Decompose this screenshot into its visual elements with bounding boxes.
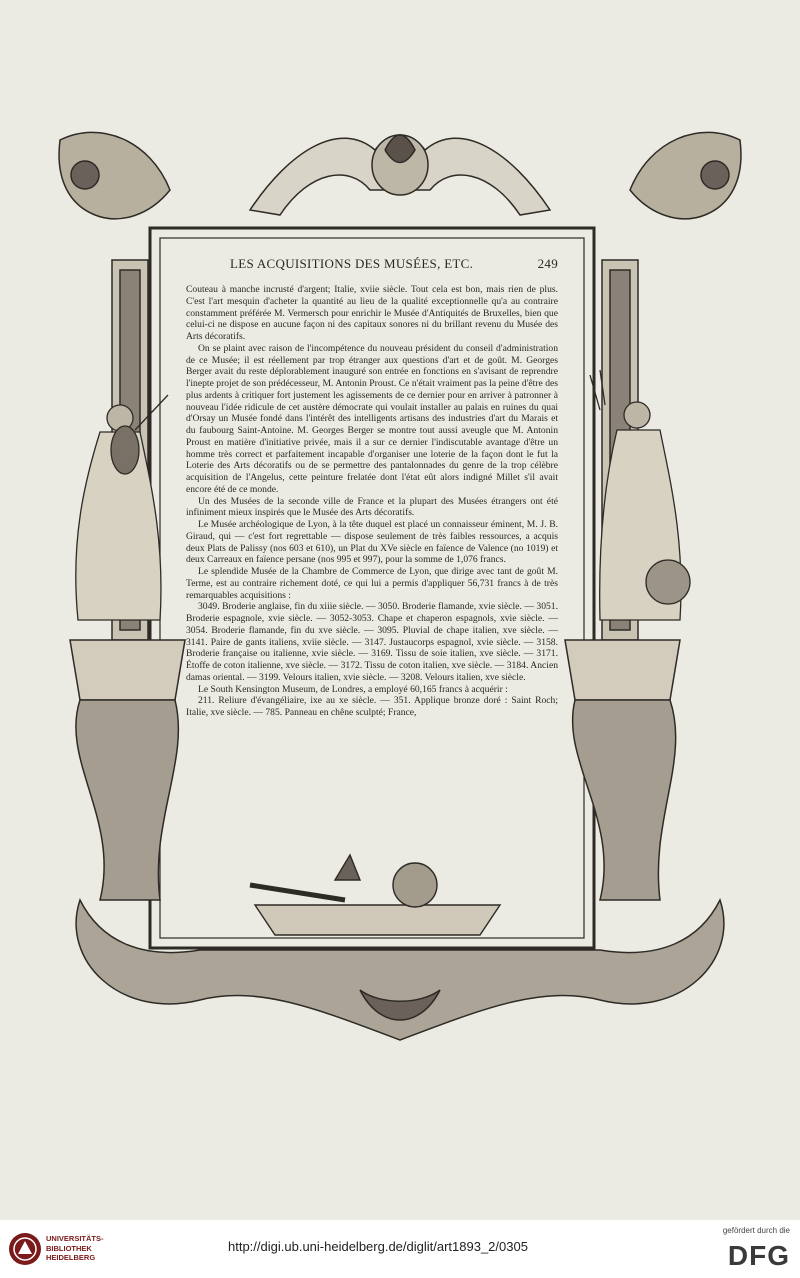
top-cartouche-ornament xyxy=(250,135,550,215)
bottom-still-life-ornament xyxy=(250,855,500,935)
paragraph: Un des Musées de la seconde ville de France et la plupart des Musées étrangers ont été infiniment mieux inspirés que le Musée des Arts décoratifs. xyxy=(186,495,558,519)
paragraph: 211. Reliure d'évangéliaire, ixe au xe siècle. — 351. Applique bronze doré : Saint Roch; Italie, xve siècle. — 785. Panneau en chêne sculpté; France, xyxy=(186,695,558,718)
paragraph: Le splendide Musée de la Chambre de Commerce de Lyon, que dirige avec tant de goût M. Terme, est au contraire richement doté, ce qui lui a permis d'appliquer 56,731 francs à de très remarquables acquisitions : xyxy=(186,566,558,601)
university-seal-icon xyxy=(8,1232,42,1266)
paragraph: 3049. Broderie anglaise, fin du xiiie siècle. — 3050. Broderie flamande, xvie siècle. — 3051. Broderie espagnole, xvie siècle. — 3052-3053. Chape et chaperon espagnols, xvie siècle. — 3054. Broderie flamande, fin du xve siècle. — 3095. Pluvial de chape italien, xve siècle. — 3141. Paire de gants italiens, xviie siècle. — 3147. Justaucorps espagnol, xvie siècle. — 3158. Broderie française ou italienne, xvie siècle. — 3169. Tissu de soie italien, xve siècle. — 3171. Étoffe de coton italienne, xve siècle. — 3172. Tissu de coton italien, xve siècle. — 3184. Ancien damas oriental. — 3199. Velours italien, xvie siècle. — 3208. Velours italien, xve siècle. xyxy=(186,601,558,683)
permalink-url[interactable]: http://digi.ub.uni-heidelberg.de/diglit/art1893_2/0305 xyxy=(228,1239,528,1254)
corner-scroll-top-right xyxy=(630,132,741,218)
dfg-logo: DFG xyxy=(727,1240,790,1271)
left-figure-with-lute xyxy=(76,395,168,620)
paragraph: Couteau à manche incrusté d'argent; Italie, xviie siècle. Tout cela est bon, mais rien de plus. C'est l'art mesquin d'acheter la quantité au lieu de la qualité exceptionnelle qu'a au contraire constamment préférée M. Vermersch pour enrichir le Musée d'Antiquités de Bruxelles, bien que celui-ci ne dispose en aucune façon ni des capitaux sonores ni du brillant revenu du Musée des Arts décoratifs. xyxy=(186,284,558,342)
paragraph: On se plaint avec raison de l'incompétence du nouveau président du conseil d'administration de ce Musée; il est réellement par trop étranger aux questions d'art et de goût. M. Georges Berger avait du reste déplorablement inauguré son entrée en fonctions en s'avisant de reprendre l'inepte projet de son prédécesseur, M. Antonin Proust. Ce n'était vraiment pas la peine d'être des plus ardents à critiquer fort justement les agissements de ce dernier pour en arriver à patronner à nouveau l'idée ridicule de cet austère démocrate qui voulait installer au palais en ruines du quai d'Orsay un Musée fondé dans l'intérêt des intelligents artisans des industries d'art du Marais et du faubourg Saint-Antoine. M. Georges Berger se montre tout aussi aveugle que M. Antonin Proust en matière d'initiative privée, mais il a sur ce dernier l'indiscutable avantage d'être un homme très correct et parfaitement incapable d'organiser une loterie de la façon dont le fut la Loterie des Arts décoratifs ou de se permettre des pantalonnades du genre de la trop célèbre acquisition de l'Angelus, cette peinture frelatée dont l'état eût alors indigné Millet s'il avait encore été de ce monde. xyxy=(186,342,558,495)
paragraph: Le South Kensington Museum, de Londres, a employé 60,165 francs à acquérir : xyxy=(198,683,508,695)
page-number: 249 xyxy=(537,256,558,271)
corner-scroll-top-left xyxy=(59,132,170,218)
viewer-footer xyxy=(0,1220,800,1278)
running-title: LES ACQUISITIONS DES MUSÉES, ETC. xyxy=(230,256,474,271)
paragraph: Le Musée archéologique de Lyon, à la tête duquel est placé un connaisseur éminent, M. J. B. Giraud, qui — c'est fort regrettable — dispose seulement de très faibles ressources, a acquis deux Plats de Palissy (nos 603 et 610), un Plat du XVe siècle en faïence de Valence (no 1019) et deux Carreaux en faïence persane (nos 995 et 997), pour la somme de 1,076 francs. xyxy=(186,519,558,566)
body-text xyxy=(186,284,558,719)
funded-by-label: gefördert durch die xyxy=(722,1226,790,1235)
university-name: UNIVERSITÄTS- BIBLIOTHEK HEIDELBERG xyxy=(46,1234,104,1262)
